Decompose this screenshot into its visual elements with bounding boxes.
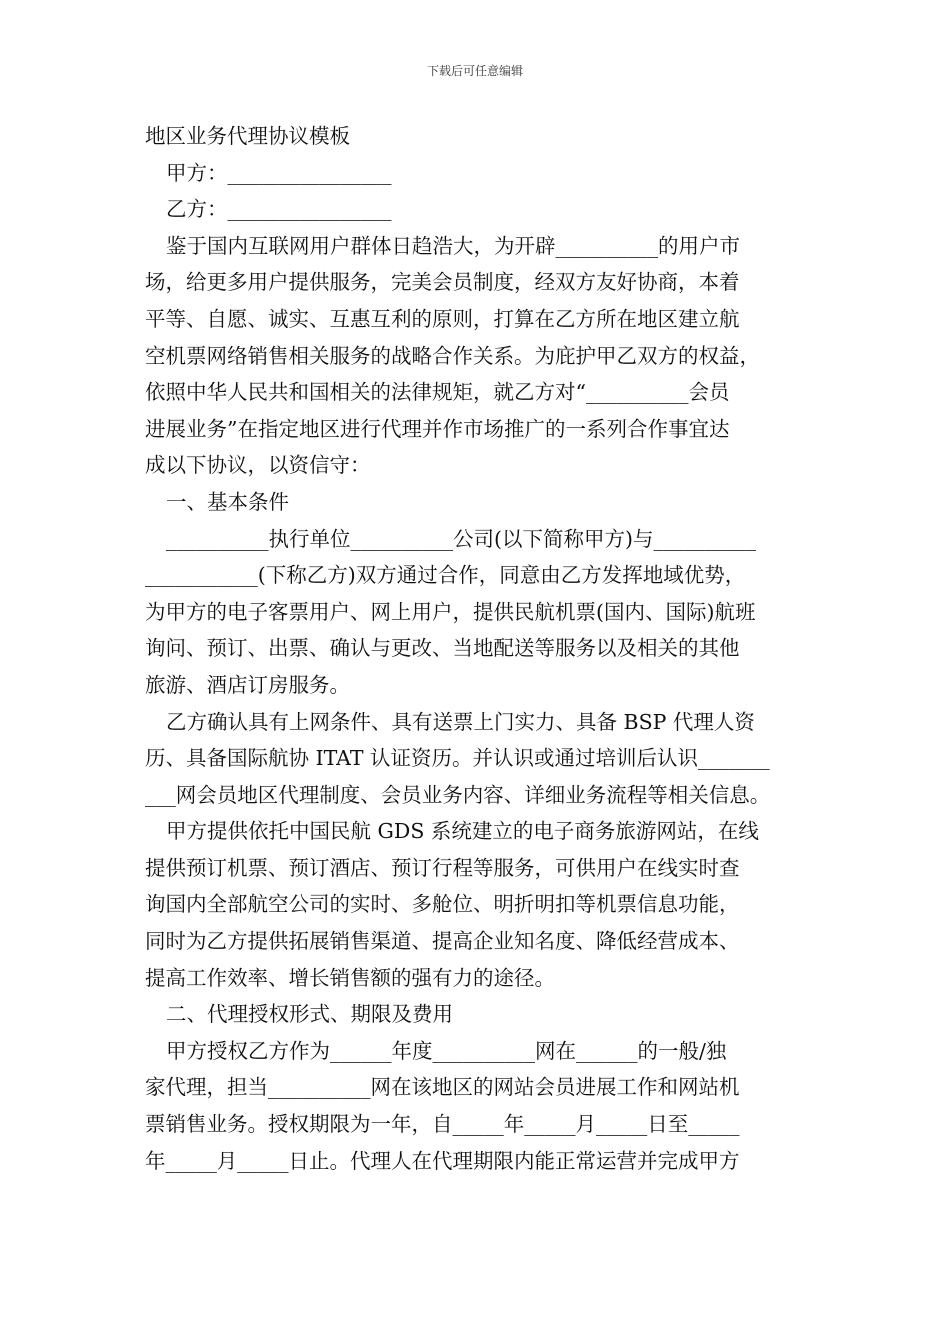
paragraph-line: 提供预订机票、预订酒店、预订行程等服务，可供用户在线实时查 — [145, 855, 740, 880]
paragraph-line: 同时为乙方提供拓展销售渠道、提高企业知名度、降低经营成本、 — [145, 929, 740, 954]
paragraph-line: ___________(下称乙方)双方通过合作，同意由乙方发挥地域优势， — [145, 563, 746, 588]
paragraph-line: 成以下协议，以资信守： — [145, 453, 371, 478]
paragraph-line: 询问、预订、出票、确认与更改、当地配送等服务以及相关的其他 — [145, 636, 740, 661]
paragraph-line: 空机票网络销售相关服务的战略合作关系。为庇护甲乙双方的权益， — [145, 343, 760, 368]
party-a-line: 甲方：________________ — [166, 160, 392, 185]
paragraph-line: 家代理，担当__________网在该地区的网站会员进展工作和网站机 — [145, 1075, 740, 1100]
paragraph-line: 甲方提供依托中国民航 GDS 系统建立的电子商务旅游网站，在线 — [166, 819, 759, 844]
paragraph-line: __________执行单位__________公司(以下简称甲方)与__________ — [166, 526, 756, 551]
document-body — [145, 118, 815, 1179]
section-heading-1: 一、基本条件 — [166, 489, 289, 514]
paragraph-line: 平等、自愿、诚实、互惠互利的原则，打算在乙方所在地区建立航 — [145, 306, 740, 331]
paragraph-line: 询国内全部航空公司的实时、多舱位、明折明扣等机票信息功能， — [145, 892, 740, 917]
paragraph-line: 甲方授权乙方作为______年度__________网在______的一般/独 — [166, 1038, 727, 1063]
party-b-line: 乙方：________________ — [166, 197, 392, 222]
paragraph-line: 历、具备国际航协 ITAT 认证资历。并认识或通过培训后认识_______ — [145, 746, 770, 771]
paragraph-line: 为甲方的电子客票用户、网上用户，提供民航机票(国内、国际)航班 — [145, 599, 756, 624]
paragraph-line: 旅游、酒店订房服务。 — [145, 672, 350, 697]
section-heading-2: 二、代理授权形式、期限及费用 — [166, 1002, 453, 1027]
document-title: 地区业务代理协议模板 — [145, 124, 350, 148]
paragraph-line: 依照中华人民共和国相关的法律规矩，就乙方对“__________会员 — [145, 380, 730, 405]
paragraph-line: 场，给更多用户提供服务，完美会员制度，经双方友好协商，本着 — [145, 270, 740, 295]
paragraph-line: 提高工作效率、增长销售额的强有力的途径。 — [145, 965, 555, 990]
paragraph-line: ___网会员地区代理制度、会员业务内容、详细业务流程等相关信息。 — [145, 782, 771, 807]
page-header-note: 下载后可任意编辑 — [426, 64, 523, 78]
paragraph-line: 进展业务”在指定地区进行代理并作市场推广的一系列合作事宜达 — [145, 416, 730, 441]
paragraph-line: 票销售业务。授权期限为一年，自_____年_____月_____日至_____ — [145, 1112, 740, 1137]
paragraph-line: 鉴于国内互联网用户群体日趋浩大，为开辟__________的用户市 — [166, 233, 740, 258]
paragraph-line: 乙方确认具有上网条件、具有送票上门实力、具备 BSP 代理人资 — [166, 709, 755, 734]
paragraph-line: 年_____月_____日止。代理人在代理期限内能正常运营并完成甲方 — [145, 1148, 740, 1173]
